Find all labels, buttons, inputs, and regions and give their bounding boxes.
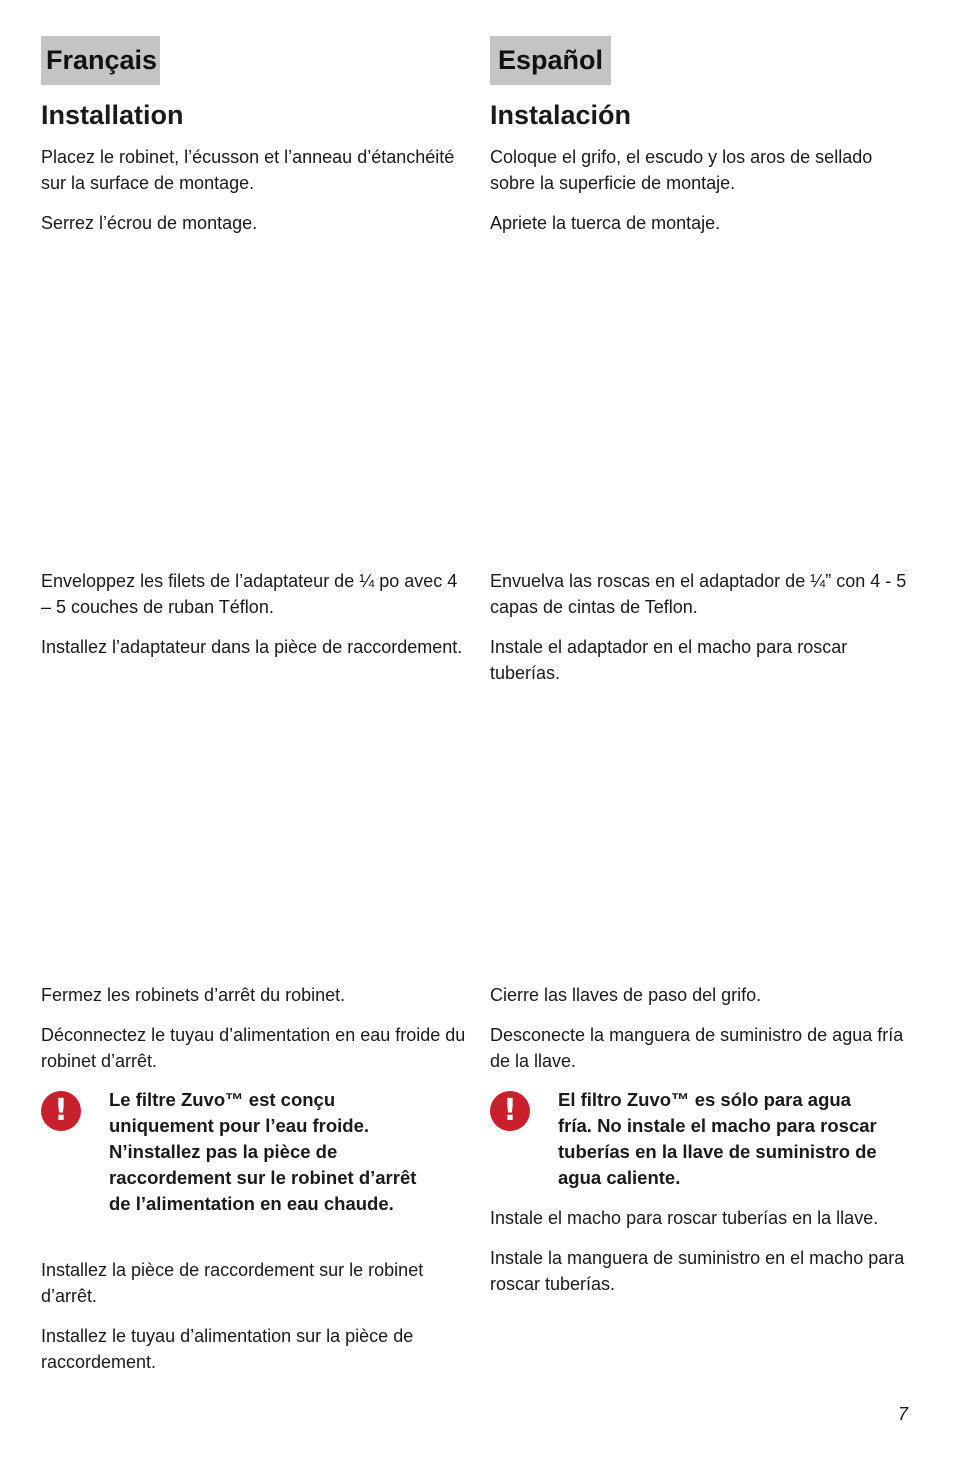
instruction-fr-install-adapter: Installez l’adaptateur dans la pièce de raccordement. — [41, 637, 463, 657]
language-tab-spanish: Español — [490, 36, 611, 85]
instruction-es-close-valves: Cierre las llaves de paso del grifo. — [490, 985, 762, 1005]
instruction-es-install-fitting: Instale el macho para roscar tuberías en la llave. — [490, 1208, 879, 1228]
instruction-es-place-faucet: Coloque el grifo, el escudo y los aros de sellado sobre la superficie de montaje. — [490, 147, 873, 193]
instruction-es-tighten-nut: Apriete la tuerca de montaje. — [490, 213, 721, 233]
instruction-es-disconnect-hose: Desconecte la manguera de suministro de agua fría de la llave. — [490, 1025, 904, 1071]
instruction-fr-wrap-threads: Enveloppez les filets de l’adaptateur de ¼ po avec 4 – 5 couches de ruban Téflon. — [41, 571, 458, 617]
instruction-fr-install-fitting: Installez la pièce de raccordement sur le robinet d’arrêt. — [41, 1260, 424, 1306]
instruction-es-install-adapter: Instale el adaptador en el macho para roscar tuberías. — [490, 637, 848, 683]
warning-text-es: El filtro Zuvo™ es sólo para agua fría. No instale el macho para roscar tuberías en la llave de suministro de agua caliente. — [558, 1089, 877, 1188]
language-tab-french: Français — [41, 36, 160, 85]
instruction-fr-close-valves: Fermez les robinets d’arrêt du robinet. — [41, 985, 346, 1005]
instruction-es-wrap-threads: Envuelva las roscas en el adaptador de ¼” con 4 - 5 capas de cintas de Teflon. — [490, 571, 907, 617]
section-title-french: Installation — [41, 100, 184, 130]
exclamation-warning-icon: ! — [490, 1091, 530, 1131]
instruction-fr-install-hose: Installez le tuyau d’alimentation sur la pièce de raccordement. — [41, 1326, 414, 1372]
instruction-fr-tighten-nut: Serrez l’écrou de montage. — [41, 213, 258, 233]
page-number: 7 — [898, 1404, 909, 1424]
instruction-fr-place-faucet: Placez le robinet, l’écusson et l’anneau d’étanchéité sur la surface de montage. — [41, 147, 455, 193]
exclamation-warning-icon: ! — [41, 1091, 81, 1131]
instruction-fr-disconnect-hose: Déconnectez le tuyau d’alimentation en eau froide du robinet d’arrêt. — [41, 1025, 466, 1071]
warning-text-fr: Le filtre Zuvo™ est conçu uniquement pour l’eau froide. N’installez pas la pièce de raccordement sur le robinet d’arrêt de l’alimentation en eau chaude. — [109, 1089, 417, 1214]
section-title-spanish: Instalación — [490, 100, 632, 130]
instruction-es-install-hose: Instale la manguera de suministro en el macho para roscar tuberías. — [490, 1248, 905, 1294]
